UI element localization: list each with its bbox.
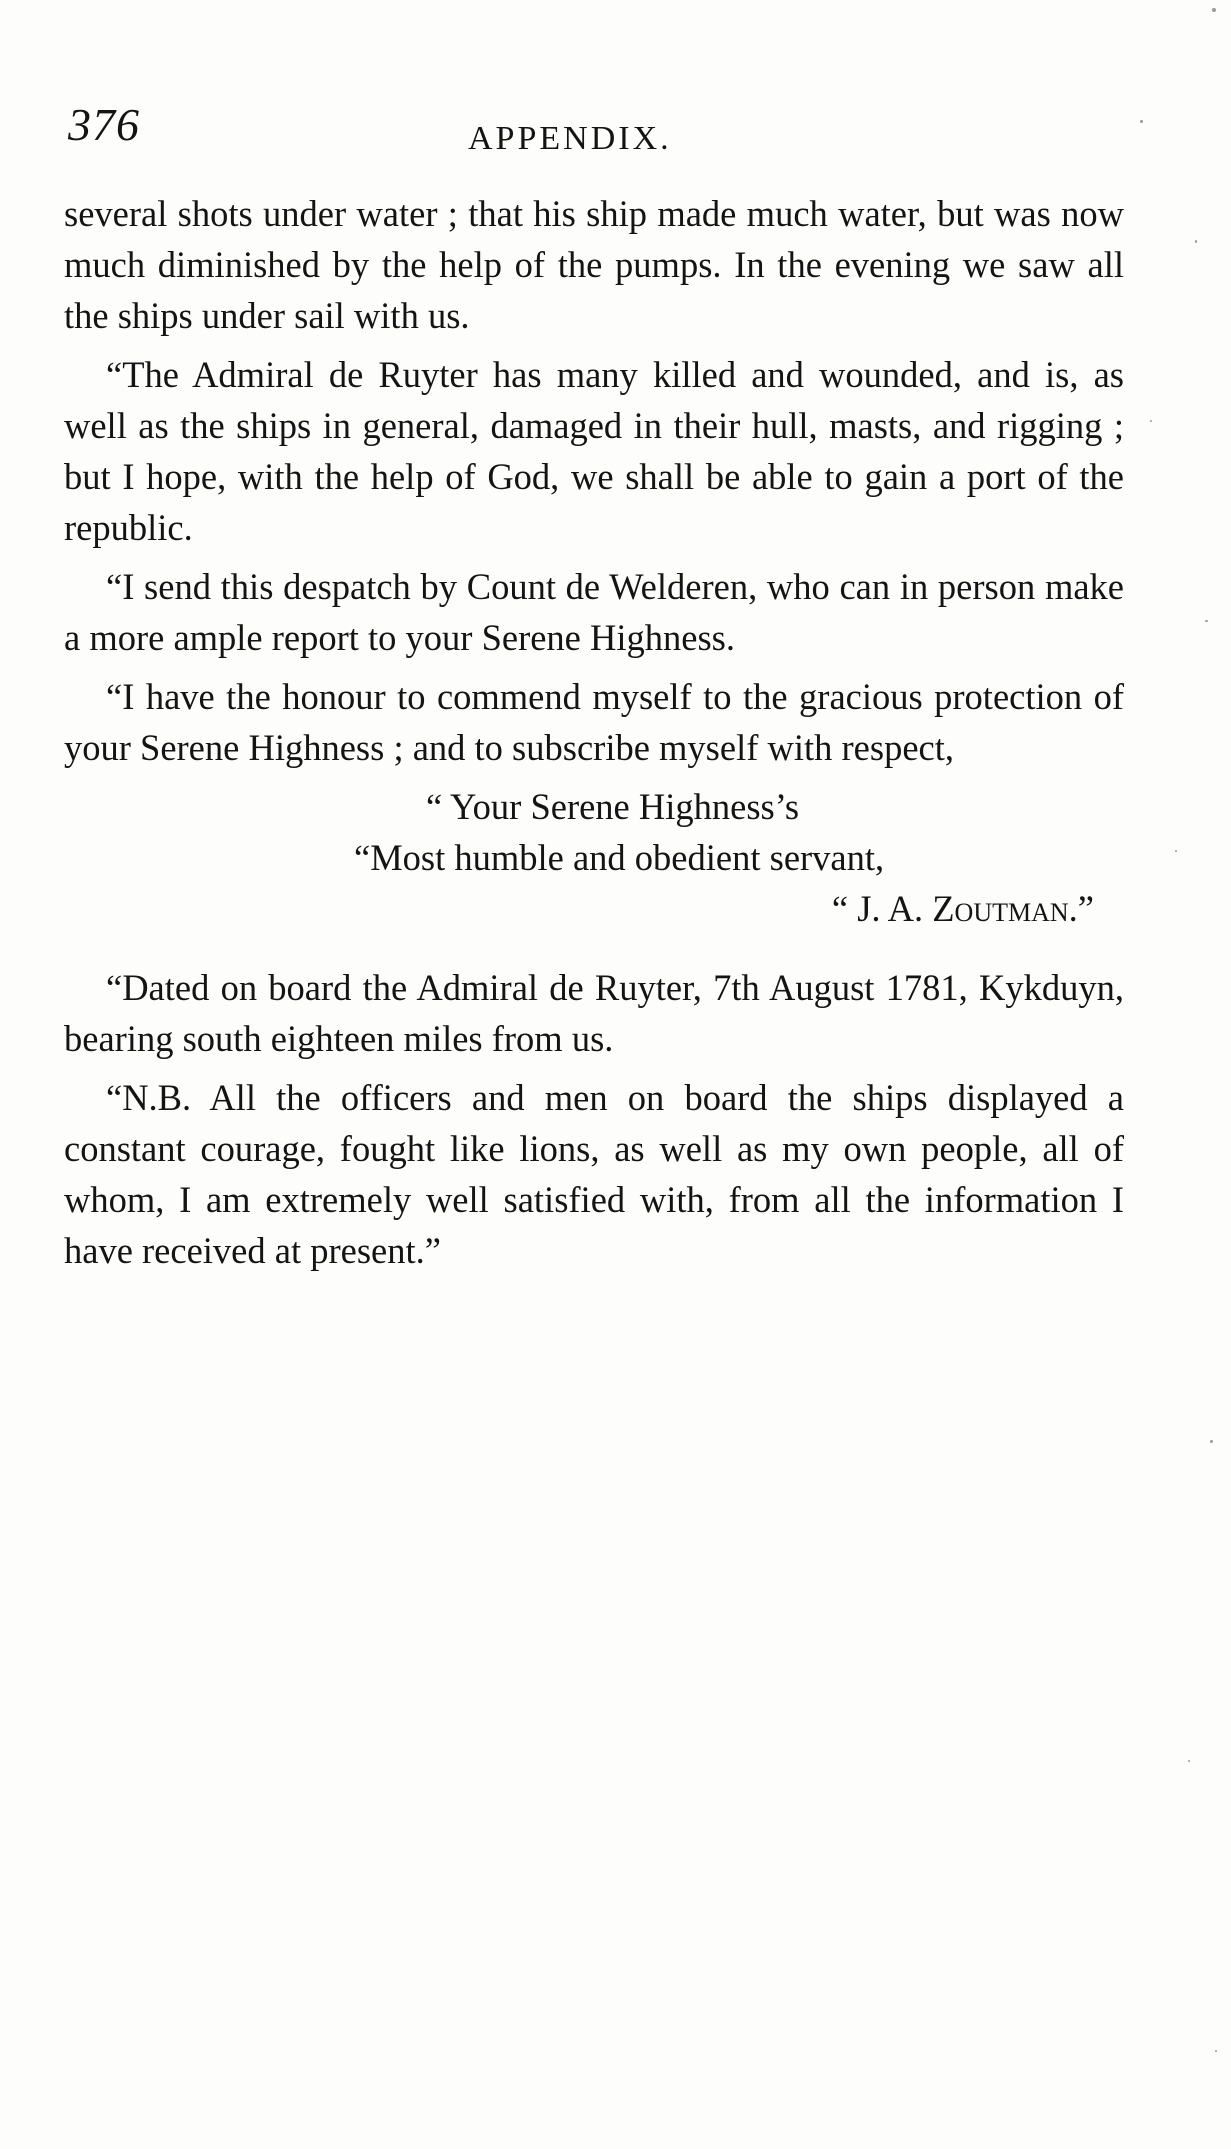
scan-speck xyxy=(1215,2050,1217,2052)
running-head: APPENDIX. xyxy=(468,120,672,157)
paragraph-nota-bene: “N.B. All the officers and men on board the ships displayed a constant courage, fought like lions, as well as my own people, all of whom, I am extremely well satisfied with, from all the information I have received at present.” xyxy=(64,1077,1124,1271)
signature-name: Zoutman. xyxy=(932,888,1078,929)
paragraph-dated: “Dated on board the Admiral de Ruyter, 7th August 1781, Kykduyn, bearing south eighteen miles from us. xyxy=(64,967,1124,1059)
scan-speck xyxy=(1212,8,1216,12)
paragraph-despatch: “I send this despatch by Count de Welderen, who can in person make a more ample report to your Serene Highness. xyxy=(64,566,1124,658)
page-header xyxy=(68,98,1118,158)
scan-speck xyxy=(1210,1440,1213,1443)
closing-salutation: “ Your Serene Highness’s xyxy=(426,786,800,827)
scan-speck xyxy=(1140,120,1143,123)
paragraph-damage-report: “The Admiral de Ruyter has many killed and wounded, and is, as well as the ships in general, damaged in their hull, masts, and rigging ; but I hope, with the help of God, we shall be able to gain a port of the republic. xyxy=(64,354,1124,548)
body-text xyxy=(64,188,1124,1284)
paragraph-continuation: several shots under water ; that his ship made much water, but was now much diminished by the help of the pumps. In the evening we saw all the ships under sail with us. xyxy=(64,193,1124,336)
scan-speck xyxy=(1195,240,1197,243)
page-number: 376 xyxy=(68,99,140,150)
closing-servant: “Most humble and obedient servant, xyxy=(354,837,885,878)
paragraph-commendation: “I have the honour to commend myself to the gracious protection of your Serene Highness ; and to subscribe myself with respect, xyxy=(64,676,1124,768)
signature xyxy=(64,883,1124,934)
letter-closing xyxy=(64,781,1124,934)
scan-speck xyxy=(1150,420,1152,422)
scan-speck xyxy=(1175,850,1177,852)
scan-speck xyxy=(1205,620,1208,622)
scan-speck xyxy=(1188,1760,1190,1762)
signature-prefix: “ J. A. xyxy=(831,888,933,929)
signature-suffix: ” xyxy=(1077,888,1094,929)
